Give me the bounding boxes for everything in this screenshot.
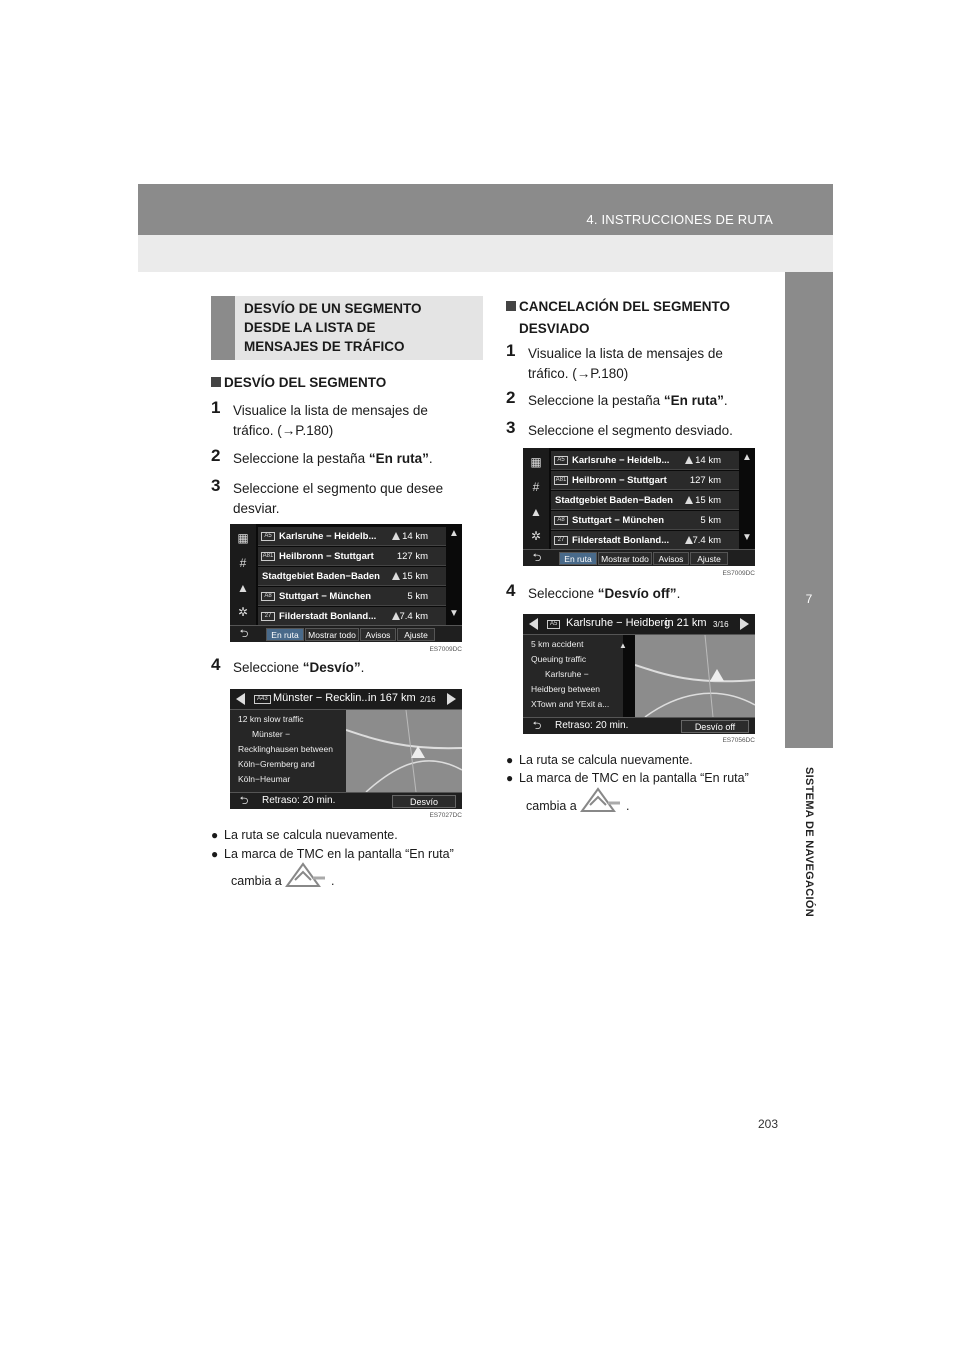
tab-avisos[interactable]: Avisos bbox=[360, 628, 396, 641]
image-code: ES7027DC bbox=[429, 812, 462, 819]
route-map bbox=[346, 710, 462, 792]
tmc-detour-icon bbox=[578, 787, 622, 818]
back-icon[interactable]: ⮌ bbox=[532, 552, 542, 564]
desvio-button[interactable]: Desvío bbox=[392, 795, 456, 808]
scroll-up-icon[interactable]: ▲ bbox=[449, 528, 459, 539]
detail-action-bar: ⮌ Retraso: 20 min. Desvío off bbox=[523, 717, 755, 734]
traffic-list-screen-right bbox=[523, 448, 755, 566]
traffic-row[interactable]: A81 Heilbronn − Stuttgart 127 km bbox=[258, 547, 446, 566]
scroll-up-icon[interactable]: ▲ bbox=[619, 641, 627, 650]
detail-action-bar: ⮌ Retraso: 20 min. Desvío bbox=[230, 792, 462, 809]
header-bar bbox=[138, 184, 833, 235]
traffic-warning-icon bbox=[710, 669, 724, 681]
chapter-tab bbox=[785, 272, 833, 748]
traffic-row[interactable]: Stadtgebiet Baden−Baden 15 km bbox=[258, 567, 446, 586]
detail-header: A43 Münster − Recklin... in 167 km 2/16 bbox=[230, 689, 462, 710]
tab-en-ruta[interactable]: En ruta bbox=[559, 552, 597, 565]
next-icon[interactable] bbox=[740, 618, 749, 630]
detail-desvio-screen bbox=[230, 689, 462, 809]
chapter-label: SISTEMA DE NAVEGACIÓN bbox=[803, 767, 815, 917]
back-icon[interactable]: ⮌ bbox=[239, 628, 249, 640]
detail-desvio-off-screen bbox=[523, 614, 755, 734]
section-title-box bbox=[211, 296, 483, 360]
image-code: ES7009DC bbox=[722, 570, 755, 577]
map-icon: ▦ bbox=[237, 531, 249, 545]
tmc-detour-icon bbox=[283, 862, 327, 893]
back-icon[interactable]: ⮌ bbox=[239, 795, 249, 807]
traffic-row[interactable]: A5 Karlsruhe − Heidelb... 14 km bbox=[258, 527, 446, 546]
warning-icon bbox=[392, 572, 400, 580]
grid-icon: # bbox=[532, 480, 540, 494]
previous-icon[interactable] bbox=[236, 693, 245, 705]
detail-text: 5 km accident Queuing traffic Karlsruhe − Heidberg between XTown and YExit a... ▲ bbox=[523, 635, 623, 717]
page-number: 203 bbox=[757, 1117, 778, 1131]
subheading-desvio: DESVÍO DEL SEGMENTO bbox=[211, 372, 386, 393]
image-code: ES7009DC bbox=[429, 646, 462, 653]
tab-mostrar-todo[interactable]: Mostrar todo bbox=[598, 552, 652, 565]
traffic-row[interactable]: A81 Heilbronn − Stuttgart 127 km bbox=[551, 471, 739, 490]
map-icon: ▦ bbox=[530, 455, 542, 469]
header-subbar bbox=[138, 235, 833, 272]
desvio-off-button[interactable]: Desvío off bbox=[681, 720, 749, 733]
traffic-row[interactable]: A8 Stuttgart − München 5 km bbox=[551, 511, 739, 530]
tab-mostrar-todo[interactable]: Mostrar todo bbox=[305, 628, 359, 641]
warning-icon bbox=[685, 456, 693, 464]
detail-text: 12 km slow traffic Münster − Recklinghausen between Köln−Gremberg and Köln−Heumar bbox=[230, 710, 346, 792]
grid-icon: # bbox=[239, 556, 247, 570]
traffic-row[interactable]: 27 Filderstadt Bonland... 7.4 km bbox=[258, 607, 446, 626]
previous-icon[interactable] bbox=[529, 618, 538, 630]
next-icon[interactable] bbox=[447, 693, 456, 705]
section-title: 4. INSTRUCCIONES DE RUTA bbox=[586, 212, 773, 227]
detail-header: A5 Karlsruhe − Heidberg in 21 km 3/16 bbox=[523, 614, 755, 635]
weather-icon: ✲ bbox=[530, 529, 542, 543]
route-map bbox=[635, 635, 755, 717]
scroll-down-icon[interactable]: ▼ bbox=[742, 532, 752, 543]
tab-bar bbox=[230, 625, 462, 642]
scroll-up-icon[interactable]: ▲ bbox=[742, 452, 752, 463]
traffic-row[interactable]: 27 Filderstadt Bonland... 7.4 km bbox=[551, 531, 739, 550]
subheading-cancelacion: CANCELACIÓN DEL SEGMENTO DESVIADO bbox=[506, 296, 774, 339]
back-icon[interactable]: ⮌ bbox=[532, 720, 542, 732]
tab-ajuste[interactable]: Ajuste bbox=[397, 628, 435, 641]
image-code: ES7056DC bbox=[722, 737, 755, 744]
traffic-row[interactable]: Stadtgebiet Baden−Baden 15 km bbox=[551, 491, 739, 510]
warning-icon: ▲ bbox=[530, 505, 542, 519]
traffic-row[interactable]: A8 Stuttgart − München 5 km bbox=[258, 587, 446, 606]
warning-icon bbox=[685, 496, 693, 504]
warning-icon bbox=[392, 532, 400, 540]
traffic-list-screen bbox=[230, 524, 462, 642]
traffic-row[interactable]: A5 Karlsruhe − Heidelb... 14 km bbox=[551, 451, 739, 470]
tab-en-ruta[interactable]: En ruta bbox=[266, 628, 304, 641]
tab-avisos[interactable]: Avisos bbox=[653, 552, 689, 565]
chapter-number: 7 bbox=[805, 592, 813, 606]
weather-icon: ✲ bbox=[237, 605, 249, 619]
section-heading: DESVÍO DE UN SEGMENTO DESDE LA LISTA DE MENSAJES DE TRÁFICO bbox=[244, 301, 422, 354]
warning-icon: ▲ bbox=[237, 581, 249, 595]
tab-bar bbox=[523, 549, 755, 566]
scroll-down-icon[interactable]: ▼ bbox=[449, 608, 459, 619]
tab-ajuste[interactable]: Ajuste bbox=[690, 552, 728, 565]
